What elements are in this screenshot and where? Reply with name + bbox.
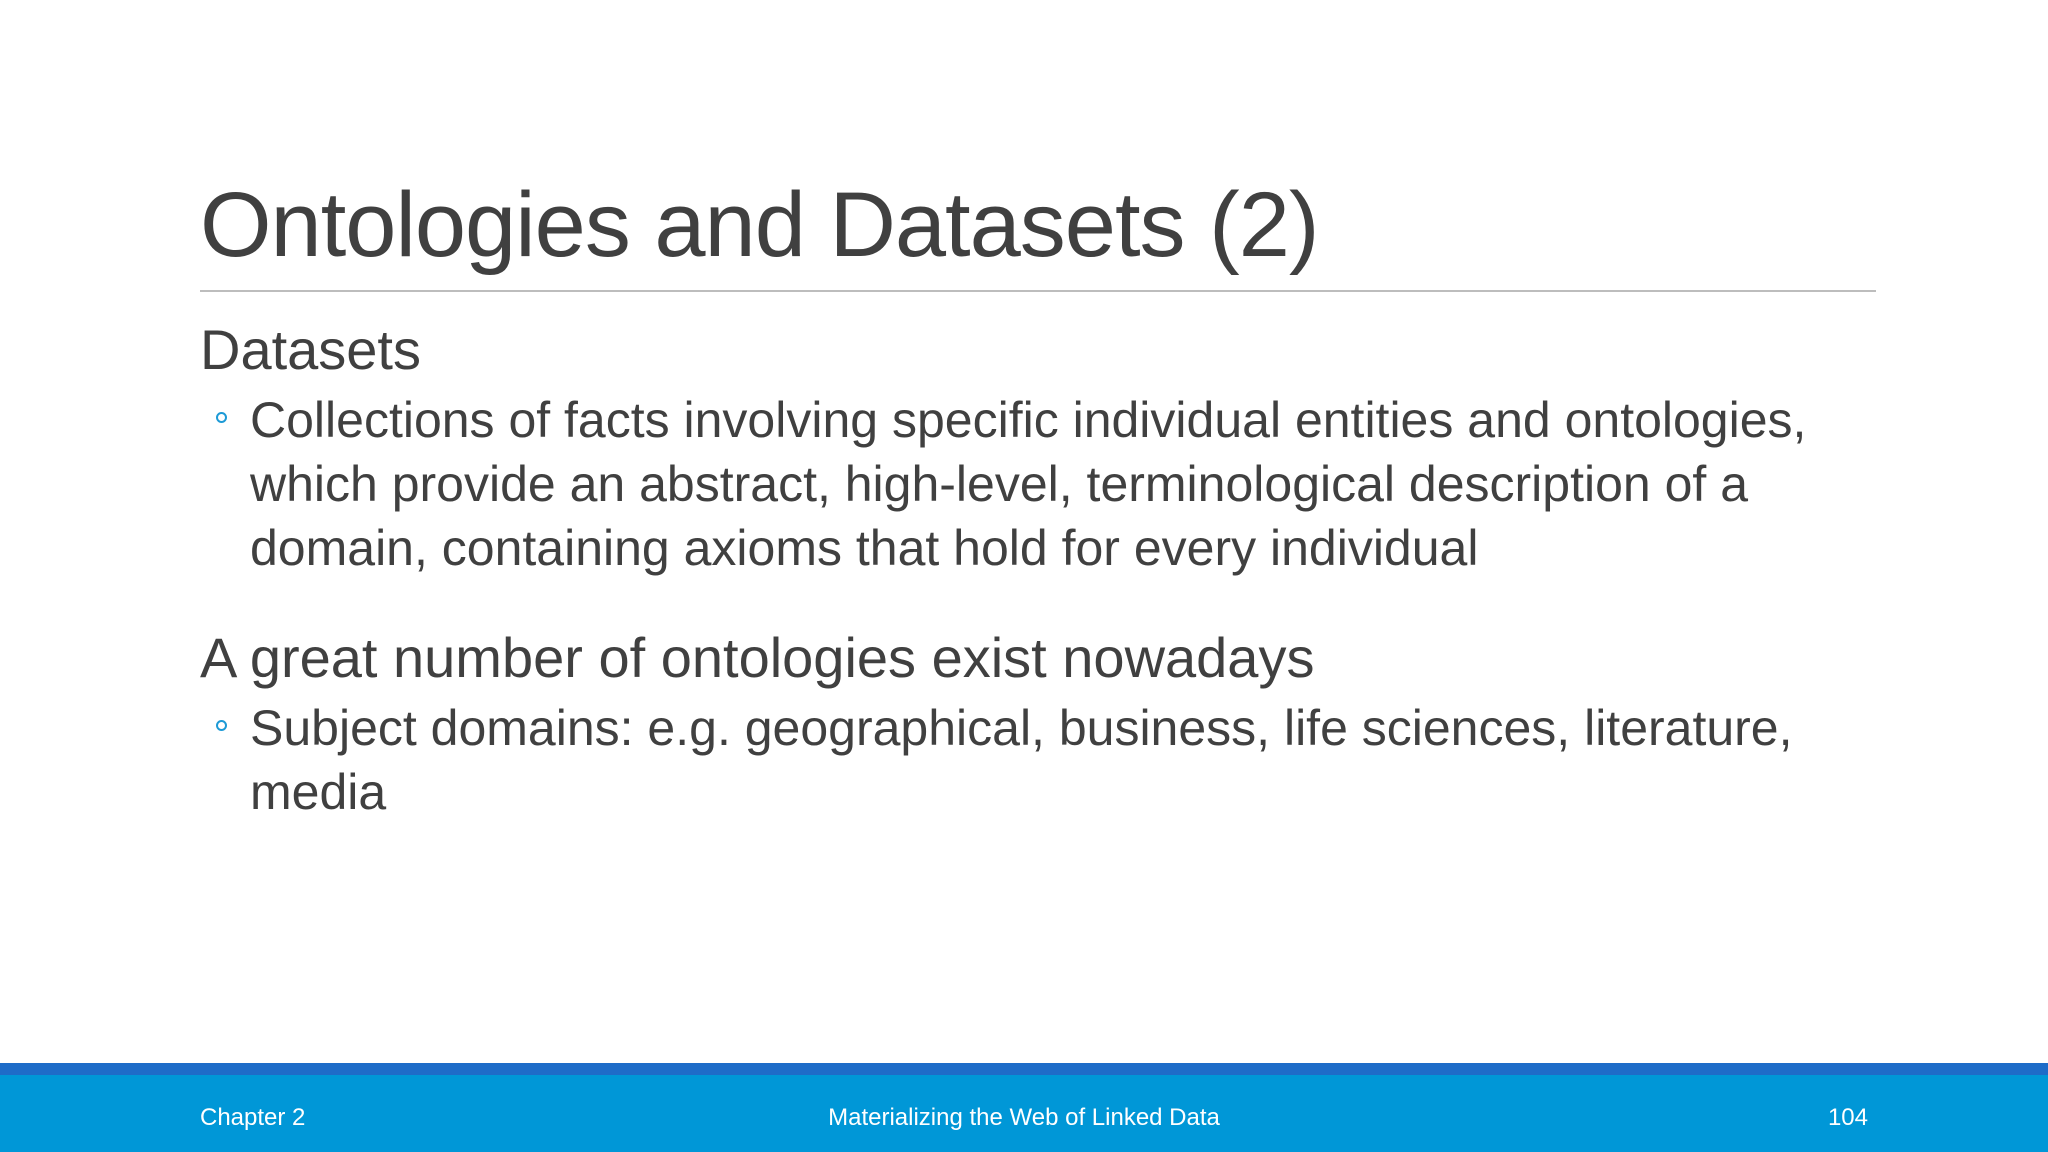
footer-bar xyxy=(0,1075,2048,1152)
slide-title: Ontologies and Datasets (2) xyxy=(200,174,1319,276)
bullet-item xyxy=(200,696,1840,824)
title-divider xyxy=(200,290,1876,292)
footer-stripe xyxy=(0,1063,2048,1075)
bullet-text: Collections of facts involving specific individual entities and ontologies, which provide an abstract, high-level, terminological description of a domain, containing axioms that hold for every individual xyxy=(250,392,1807,576)
bullet-item xyxy=(200,388,1840,580)
footer-page-number: 104 xyxy=(1827,1104,1868,1131)
bullet-text: Subject domains: e.g. geographical, business, life sciences, literature, media xyxy=(250,700,1793,820)
section-heading-datasets: Datasets xyxy=(200,318,421,381)
footer-book-title: Materializing the Web of Linked Data xyxy=(828,1104,1220,1131)
slide-content xyxy=(200,312,1840,824)
circle-bullet-icon xyxy=(216,720,227,731)
circle-bullet-icon xyxy=(216,412,227,423)
section-heading-ontologies: A great number of ontologies exist nowadays xyxy=(200,626,1315,689)
footer-chapter: Chapter 2 xyxy=(200,1104,306,1131)
